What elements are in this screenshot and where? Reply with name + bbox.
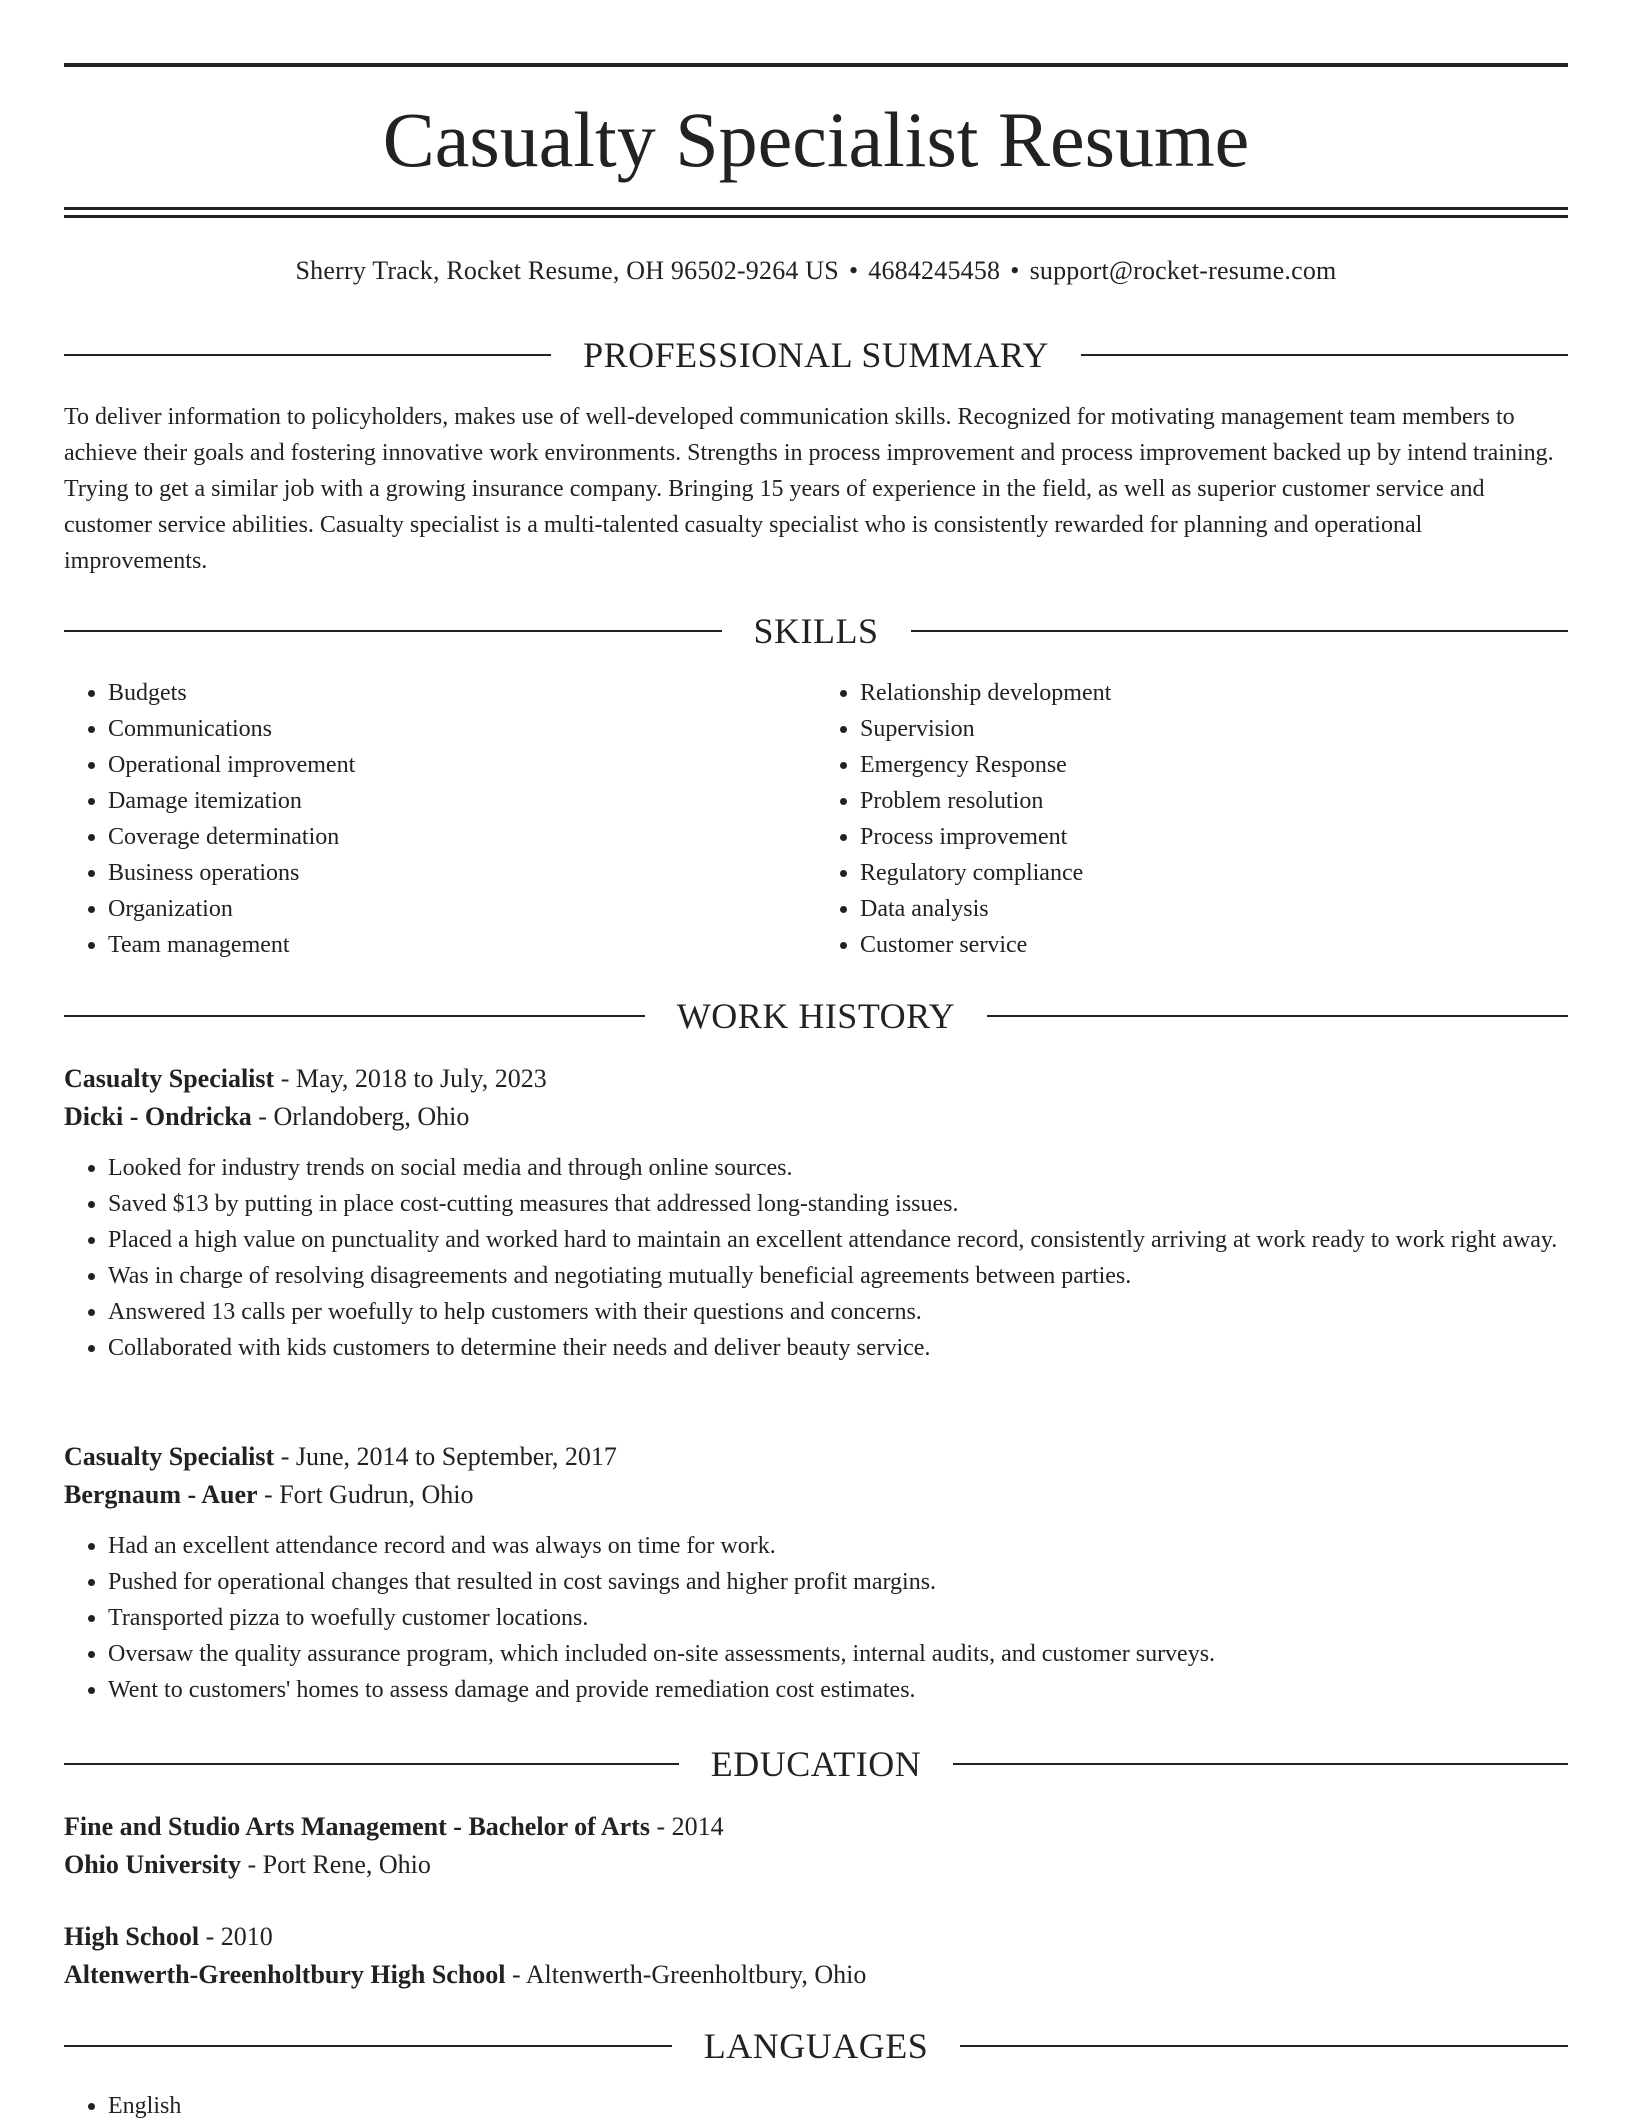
education-entry: [64, 1918, 1568, 1994]
job-company-line: Dicki - Ondricka - Orlandoberg, Ohio: [64, 1102, 470, 1131]
job-dates: June, 2014 to September, 2017: [295, 1442, 617, 1471]
job-bullet: • Had an excellent attendance record and was always on time for work.: [108, 1528, 1568, 1564]
skill-item: • Customer service: [860, 927, 1568, 963]
heading-rule: [64, 630, 722, 632]
language-item: • English: [108, 2088, 181, 2124]
job-bullet: • Collaborated with kids customers to determine their needs and deliver beauty service.: [108, 1330, 1568, 1366]
contact-phone: 4684245458: [868, 256, 1001, 285]
job-bullet: • Oversaw the quality assurance program, which included on-site assessments, internal audits, and customer surveys.: [108, 1636, 1568, 1672]
contact-separator: •: [848, 256, 859, 285]
job-entry: [64, 1438, 1568, 1708]
skill-item: • Process improvement: [860, 819, 1568, 855]
heading-rule: [953, 1763, 1568, 1765]
skill-item: • Communications: [108, 711, 816, 747]
title-double-rule: [64, 207, 1568, 218]
job-bullet: • Saved $13 by putting in place cost-cutting measures that addressed long-standing issues.: [108, 1186, 1568, 1222]
section-heading-work: [64, 994, 1568, 1038]
skills-column-left: [64, 675, 816, 963]
section-title: EDUCATION: [710, 1744, 922, 1784]
skill-item: • Team management: [108, 927, 816, 963]
summary-text: To deliver information to policyholders, makes use of well-developed communication skills. Recognized for motivating management team members to achieve their goals and fostering innovative work environments. Strengths in process improvement and process improvement backed up by intend training. Trying to get a similar job with a growing insurance company. Bringing 15 years of experience in the field, as well as superior customer service and customer service abilities. Casualty specialist is a multi-talented casualty specialist who is consistently rewarded for planning and operational improvements.: [64, 404, 1554, 574]
skill-item: • Regulatory compliance: [860, 855, 1568, 891]
job-company: Bergnaum - Auer: [64, 1480, 258, 1509]
contact-email: support@rocket-resume.com: [1029, 256, 1337, 285]
education-degree-line: Fine and Studio Arts Management - Bachelor of Arts - 2014: [64, 1812, 724, 1841]
job-company: Dicki - Ondricka: [64, 1102, 252, 1131]
job-bullet: • Transported pizza to woefully customer locations.: [108, 1600, 1568, 1636]
skill-item: • Emergency Response: [860, 747, 1568, 783]
skill-item: • Relationship development: [860, 675, 1568, 711]
contact-address: Sherry Track, Rocket Resume, OH 96502-9264 US: [295, 256, 839, 285]
education-degree: Fine and Studio Arts Management - Bachelor of Arts: [64, 1812, 650, 1841]
job-location: Orlandoberg, Ohio: [273, 1102, 470, 1131]
section-heading-skills: [64, 609, 1568, 653]
job-bullet: • Looked for industry trends on social media and through online sources.: [108, 1150, 1568, 1186]
heading-rule: [64, 354, 551, 356]
education-location: Altenwerth-Greenholtbury, Ohio: [525, 1960, 867, 1989]
job-company-line: Bergnaum - Auer - Fort Gudrun, Ohio: [64, 1480, 474, 1509]
heading-rule: [64, 1015, 645, 1017]
section-title: SKILLS: [753, 611, 879, 651]
heading-rule: [1081, 354, 1568, 356]
skill-item: • Coverage determination: [108, 819, 816, 855]
job-bullet: • Went to customers' homes to assess damage and provide remediation cost estimates.: [108, 1672, 1568, 1708]
job-bullet: • Placed a high value on punctuality and worked hard to maintain an excellent attendance record, consistently arriving at work ready to work right away.: [108, 1222, 1568, 1258]
skill-item: • Organization: [108, 891, 816, 927]
job-title: Casualty Specialist: [64, 1442, 275, 1471]
section-heading-summary: [64, 333, 1568, 377]
job-dates: May, 2018 to July, 2023: [295, 1064, 547, 1093]
heading-rule: [911, 630, 1569, 632]
job-title-line: Casualty Specialist - May, 2018 to July, 2023: [64, 1064, 547, 1093]
education-year: 2014: [671, 1812, 724, 1841]
job-bullet: • Was in charge of resolving disagreements and negotiating mutually beneficial agreements between parties.: [108, 1258, 1568, 1294]
resume-title: Casualty Specialist Resume: [382, 96, 1250, 183]
skills-list: [64, 675, 1568, 963]
heading-rule: [960, 2045, 1568, 2047]
top-rule: [64, 63, 1568, 67]
section-title: LANGUAGES: [703, 2026, 929, 2066]
education-year: 2010: [220, 1922, 273, 1951]
job-entry: [64, 1060, 1568, 1366]
education-degree: High School: [64, 1922, 200, 1951]
skill-item: • Supervision: [860, 711, 1568, 747]
section-heading-education: [64, 1742, 1568, 1786]
education-entry: [64, 1808, 1568, 1884]
heading-rule: [64, 1763, 679, 1765]
job-bullets: [64, 1150, 1568, 1366]
skill-item: • Budgets: [108, 675, 816, 711]
skill-item: • Data analysis: [860, 891, 1568, 927]
skills-column-right: [816, 675, 1568, 963]
job-bullet: • Answered 13 calls per woefully to help customers with their questions and concerns.: [108, 1294, 1568, 1330]
languages-list: [64, 2088, 181, 2124]
job-title: Casualty Specialist: [64, 1064, 275, 1093]
job-bullets: [64, 1528, 1568, 1708]
section-heading-languages: [64, 2024, 1568, 2068]
job-location: Fort Gudrun, Ohio: [279, 1480, 474, 1509]
heading-rule: [64, 2045, 672, 2047]
contact-line: [64, 254, 1568, 288]
job-bullet: • Pushed for operational changes that resulted in cost savings and higher profit margins.: [108, 1564, 1568, 1600]
education-school-line: Ohio University - Port Rene, Ohio: [64, 1850, 431, 1879]
skill-item: • Damage itemization: [108, 783, 816, 819]
education-degree-line: High School - 2010: [64, 1922, 273, 1951]
section-title: PROFESSIONAL SUMMARY: [583, 335, 1049, 375]
skill-item: • Business operations: [108, 855, 816, 891]
job-title-line: Casualty Specialist - June, 2014 to September, 2017: [64, 1442, 617, 1471]
heading-rule: [987, 1015, 1568, 1017]
education-school-line: Altenwerth-Greenholtbury High School - Altenwerth-Greenholtbury, Ohio: [64, 1960, 867, 1989]
education-location: Port Rene, Ohio: [262, 1850, 431, 1879]
section-title: WORK HISTORY: [676, 996, 956, 1036]
education-school: Altenwerth-Greenholtbury High School: [64, 1960, 506, 1989]
education-school: Ohio University: [64, 1850, 241, 1879]
skill-item: • Problem resolution: [860, 783, 1568, 819]
skill-item: • Operational improvement: [108, 747, 816, 783]
contact-separator: •: [1010, 256, 1020, 285]
